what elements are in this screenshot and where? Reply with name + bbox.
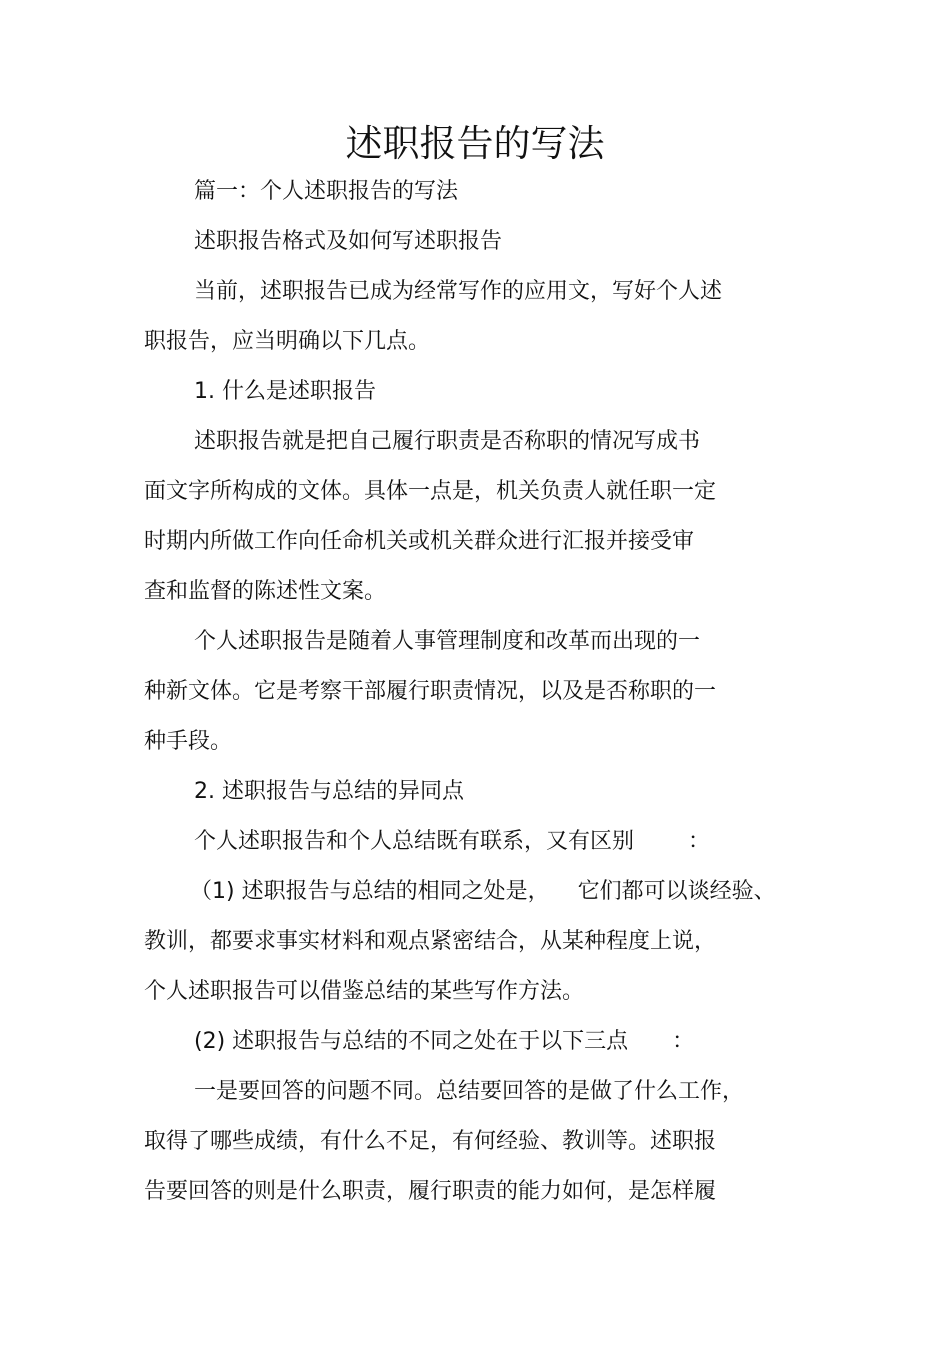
paragraph-text: （1) 述职报告与总结的相同之处是， xyxy=(190,879,550,904)
paragraph-line: 告要回答的则是什么职责，履行职责的能力如何，是怎样履 xyxy=(144,1179,717,1204)
colon-mark: ： xyxy=(672,1029,695,1054)
paragraph-line xyxy=(194,827,710,857)
paragraph-line: 述职报告格式及如何写述职报告 xyxy=(194,229,503,254)
paragraph-text: 个人述职报告和个人总结既有联系，又有区别 xyxy=(194,829,635,854)
paragraph-line: 当前，述职报告已成为经常写作的应用文，写好个人述 xyxy=(194,279,723,304)
colon-mark: ： xyxy=(688,829,711,854)
paragraph-line: 时期内所做工作向任命机关或机关群众进行汇报并接受审 xyxy=(144,529,695,554)
document-title: 述职报告的写法 xyxy=(345,122,605,165)
paragraph-line: 种手段。 xyxy=(144,729,233,754)
paragraph-line xyxy=(190,877,776,907)
paragraph-line: 面文字所构成的文体。具体一点是，机关负责人就任职一定 xyxy=(144,479,717,504)
paragraph-line xyxy=(194,1027,694,1057)
section-heading: 2. 述职报告与总结的异同点 xyxy=(194,779,464,804)
paragraph-line: 一是要回答的问题不同。总结要回答的是做了什么工作， xyxy=(194,1079,745,1104)
paragraph-line: 个人述职报告是随着人事管理制度和改革而出现的一 xyxy=(194,629,701,654)
paragraph-text: 它们都可以谈经验、 xyxy=(577,879,776,904)
section-heading: 1. 什么是述职报告 xyxy=(194,379,376,404)
paragraph-line: 职报告，应当明确以下几点。 xyxy=(144,329,431,354)
paragraph-line: 查和监督的陈述性文案。 xyxy=(144,579,387,604)
paragraph-line: 篇一：个人述职报告的写法 xyxy=(194,179,459,204)
paragraph-line: 取得了哪些成绩，有什么不足，有何经验、教训等。述职报 xyxy=(144,1129,717,1154)
paragraph-line: 述职报告就是把自己履行职责是否称职的情况写成书 xyxy=(194,429,701,454)
paragraph-line: 种新文体。它是考察干部履行职责情况，以及是否称职的一 xyxy=(144,679,717,704)
paragraph-line: 教训，都要求事实材料和观点紧密结合，从某种程度上说， xyxy=(144,929,717,954)
paragraph-line: 个人述职报告可以借鉴总结的某些写作方法。 xyxy=(144,979,585,1004)
paragraph-text: (2) 述职报告与总结的不同之处在于以下三点 xyxy=(194,1029,629,1054)
